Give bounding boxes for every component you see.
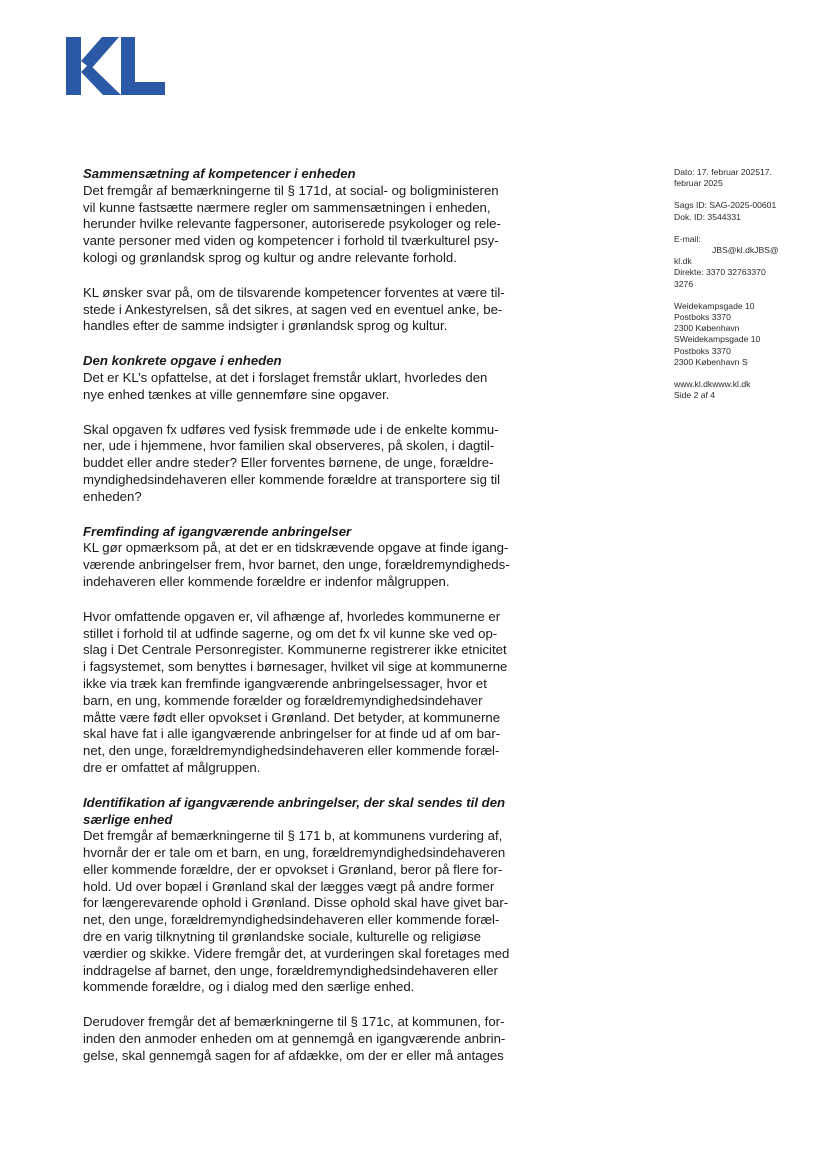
text-line: i fagsystemet, som benyttes i børnesager, hvilket vil sige at kommunerne: [83, 659, 508, 675]
text-line: enheden?: [83, 488, 142, 504]
section-heading: Fremfinding af igangværende anbringelser: [83, 523, 352, 539]
date-line-1: Dato: 17. februar 202517.: [674, 167, 772, 177]
kl-logo: [66, 37, 166, 97]
text-line: slag i Det Centrale Personregister. Kommunerne registrerer ikke etnicitet: [83, 642, 507, 658]
date-line-2: februar 2025: [674, 178, 723, 189]
text-line: handles efter de samme indsigter i grønlandsk sprog og kultur.: [83, 318, 448, 334]
text-line: ikke via træk kan fremfinde igangværende anbringelsessager, hvor et: [83, 675, 487, 691]
email-line-2[interactable]: kl.dk: [674, 256, 692, 267]
paragraph: [83, 1014, 558, 1064]
text-line: dre en varig tilknytning til grønlandske sociale, kulturelle og religiøse: [83, 929, 482, 945]
email-line-1[interactable]: JBS@kl.dkJBS@: [712, 245, 779, 256]
text-line: eller kommende forældre, der er opvokset i Grønland, beror på flere for-: [83, 861, 503, 877]
text-line: Det er KL’s opfattelse, at det i forslaget fremstår uklart, hvorledes den: [83, 369, 488, 385]
text-line: KL ønsker svar på, om de tilsvarende kompetencer forventes at være til-: [83, 284, 505, 300]
text-line: net, den unge, forældremyndighedsindehaveren eller kommende foræl-: [83, 912, 500, 928]
email-label: E-mail:: [674, 233, 701, 244]
text-line: buddet eller andre steder? Eller forventes børnene, de unge, forældre-: [83, 455, 494, 471]
text-line: værdier og skikke. Videre fremgår det, at vurderingen skal foretages med: [83, 945, 510, 961]
section-heading: Sammensætning af kompetencer i enheden: [83, 166, 356, 181]
paragraph: [83, 540, 558, 590]
section: [83, 795, 558, 1065]
text-line: Hvor omfattende opgaven er, vil afhænge af, hvorledes kommunerne er: [83, 608, 501, 624]
address-line: 2300 København S: [674, 356, 748, 367]
text-line: værende anbringelser frem, hvor barnet, den unge, forældremyndigheds-: [83, 557, 510, 573]
section: [83, 353, 558, 505]
text-line: barn, en ung, kommende forælder og forældremyndighedsindehaver: [83, 692, 483, 708]
paragraph: [83, 370, 558, 404]
text-line: indehaveren eller kommende forældre er indenfor målgruppen.: [83, 573, 450, 589]
website-link[interactable]: www.kl.dkwww.kl.dk: [674, 379, 751, 390]
text-line: Det fremgår af bemærkningerne til § 171d, at social- og boligministeren: [83, 182, 499, 198]
text-line: skal have fat i alle igangværende anbringelser for at finde ud af om bar-: [83, 726, 501, 742]
section-heading: særlige enhed: [83, 811, 173, 827]
paragraph: [83, 828, 558, 996]
text-line: vil kunne fastsætte nærmere regler om sammensætningen i enheden,: [83, 199, 491, 215]
letter-sidebar: [674, 167, 804, 401]
address-line: SWeidekampsgade 10: [674, 334, 761, 345]
dok-id: Dok. ID: 3544331: [674, 211, 741, 222]
text-line: Det fremgår af bemærkningerne til § 171 b, at kommunens vurdering af,: [83, 828, 503, 844]
address-line: 2300 København: [674, 323, 740, 334]
section-heading: Den konkrete opgave i enheden: [83, 353, 282, 369]
text-line: stede i Ankestyrelsen, så det sikres, at sagen ved en eventuel anke, be-: [83, 301, 503, 317]
page-number: Side 2 af 4: [674, 390, 716, 401]
section-heading: Identifikation af igangværende anbringelser, der skal sendes til den: [83, 794, 506, 810]
address-line: Postboks 3370: [674, 312, 731, 323]
text-line: for længerevarende ophold i Grønland. Disse ophold skal have givet bar-: [83, 895, 509, 911]
text-line: måtte være født eller opvokset i Grønland. Det betyder, at kommunerne: [83, 709, 501, 725]
text-line: vante personer med viden og kompetencer i forhold til tværkulturel psy-: [83, 233, 499, 249]
text-line: KL gør opmærksom på, at det er en tidskrævende opgave at finde igang-: [83, 540, 509, 556]
direkte-line-1: Direkte: 3370 32763370: [674, 267, 766, 278]
address-line: Postboks 3370: [674, 345, 731, 356]
text-line: gelse, skal gennemgå sagen for af afdække, om der er eller må antages: [83, 1047, 504, 1063]
text-line: inddragelse af barnet, den unge, forældremyndighedsindehaveren eller: [83, 962, 498, 978]
paragraph: [83, 285, 558, 335]
paragraph: [83, 609, 558, 777]
text-line: kommende forældre, og i dialog med den særlige enhed.: [83, 979, 415, 995]
text-line: herunder hvilke relevante fagpersoner, autoriserede psykologer og rele-: [83, 216, 501, 232]
direkte-line-2: 3276: [674, 278, 694, 289]
text-line: myndighedsindehaveren eller kommende forældre at transportere sig til: [83, 471, 501, 487]
text-line: Skal opgaven fx udføres ved fysisk fremmøde ude i de enkelte kommu-: [83, 421, 499, 437]
text-line: stillet i forhold til at udfinde sagerne, og om det fx vil kunne ske ved op-: [83, 625, 498, 641]
text-line: dre er omfattet af målgruppen.: [83, 759, 261, 775]
paragraph: [83, 183, 558, 267]
letter-body: [83, 166, 558, 1083]
text-line: Derudover fremgår det af bemærkningerne til § 171c, at kommunen, for-: [83, 1014, 505, 1030]
sags-id: Sags ID: SAG-2025-00601: [674, 200, 777, 211]
address-line: Weidekampsgade 10: [674, 300, 755, 311]
text-line: net, den unge, forældremyndighedsindehaveren eller kommende foræl-: [83, 743, 500, 759]
text-line: hvornår der er tale om et barn, en ung, forældremyndighedsindehaveren: [83, 845, 506, 861]
text-line: hold. Ud over bopæl i Grønland skal der lægges vægt på andre former: [83, 878, 495, 894]
text-line: inden den anmoder enheden om at gennemgå en igangværende anbrin-: [83, 1031, 506, 1047]
text-line: ner, ude i hjemmene, hvor familien skal observeres, på skolen, i dagtil-: [83, 438, 495, 454]
paragraph: [83, 422, 558, 506]
section: [83, 166, 558, 335]
text-line: kologi og grønlandsk sprog og kultur og andre relevante forhold.: [83, 249, 457, 265]
section: [83, 524, 558, 777]
text-line: nye enhed tænkes at ville gennemføre sine opgaver.: [83, 386, 390, 402]
